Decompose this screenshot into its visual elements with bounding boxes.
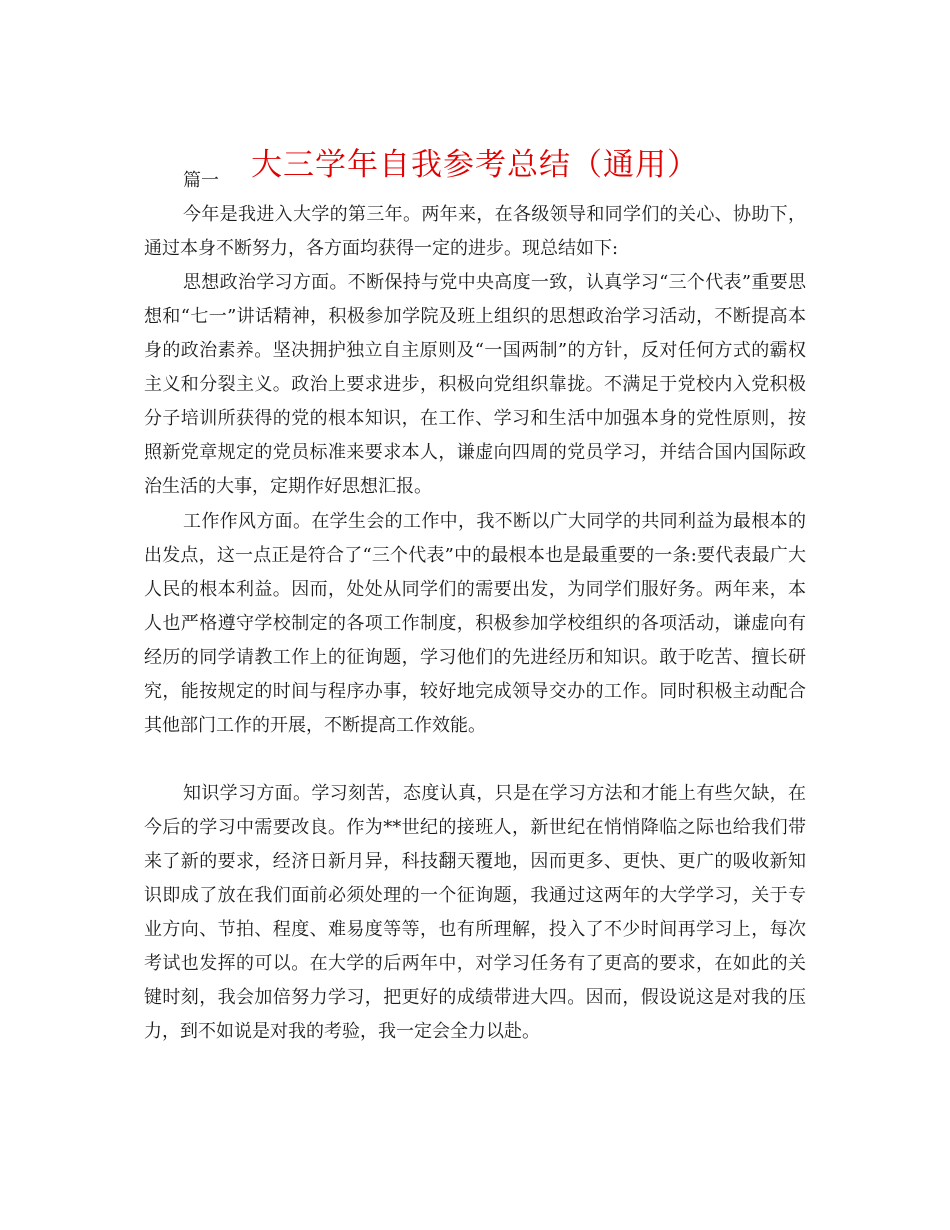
section-label: 篇一 (183, 170, 219, 191)
paragraph-political-study: 思想政治学习方面。不断保持与党中央高度一致，认真学习“三个代表”重要思想和“七一”讲话精神，积极参加学院及班上组织的思想政治学习活动，不断提高本身的政治素养。坚决拥护独立自主原则及“一国两制”的方针，反对任何方式的霸权主义和分裂主义。政治上要求进步，积极向党组织靠拢。不满足于党校内入党积极分子培训所获得的党的根本知识，在工作、学习和生活中加强本身的党性原则，按照新党章规定的党员标准来要求本人，谦虚向四周的党员学习，并结合国内国际政治生活的大事，定期作好思想汇报。 (144, 272, 806, 497)
paragraph-work-style: 工作作风方面。在学生会的工作中，我不断以广大同学的共同利益为最根本的出发点，这一点正是符合了“三个代表”中的最根本也是最重要的一条:要代表最广大人民的根本利益。因而，处处从同学们的需要出发，为同学们服好务。两年来，本人也严格遵守学校制定的各项工作制度，积极参加学校组织的各项活动，谦虚向有经历的同学请教工作上的征询题，学习他们的先进经历和知识。敢于吃苦、擅长研究，能按规定的时间与程序办事，较好地完成领导交办的工作。同时积极主动配合其他部门工作的开展，不断提高工作效能。 (144, 511, 806, 736)
paragraph-knowledge-study: 知识学习方面。学习刻苦，态度认真，只是在学习方法和才能上有些欠缺，在今后的学习中需要改良。作为**世纪的接班人，新世纪在悄悄降临之际也给我们带来了新的要求，经济日新月异，科技翻天覆地，因而更多、更快、更广的吸收新知识即成了放在我们面前必须处理的一个征询题，我通过这两年的大学学习，关于专业方向、节拍、程度、难易度等等，也有所理解，投入了不少时间再学习上，每次考试也发挥的可以。在大学的后两年中，对学习任务有了更高的要求，在如此的关键时刻，我会加倍努力学习，把更好的成绩带进大四。因而，假设说这是对我的压力，到不如说是对我的考验，我一定会全力以赴。 (144, 783, 806, 1042)
document-title: 大三学年自我参考总结（通用） (251, 146, 699, 183)
paragraph-intro: 今年是我进入大学的第三年。两年来，在各级领导和同学们的关心、协助下，通过本身不断努力，各方面均获得一定的进步。现总结如下: (144, 204, 806, 259)
